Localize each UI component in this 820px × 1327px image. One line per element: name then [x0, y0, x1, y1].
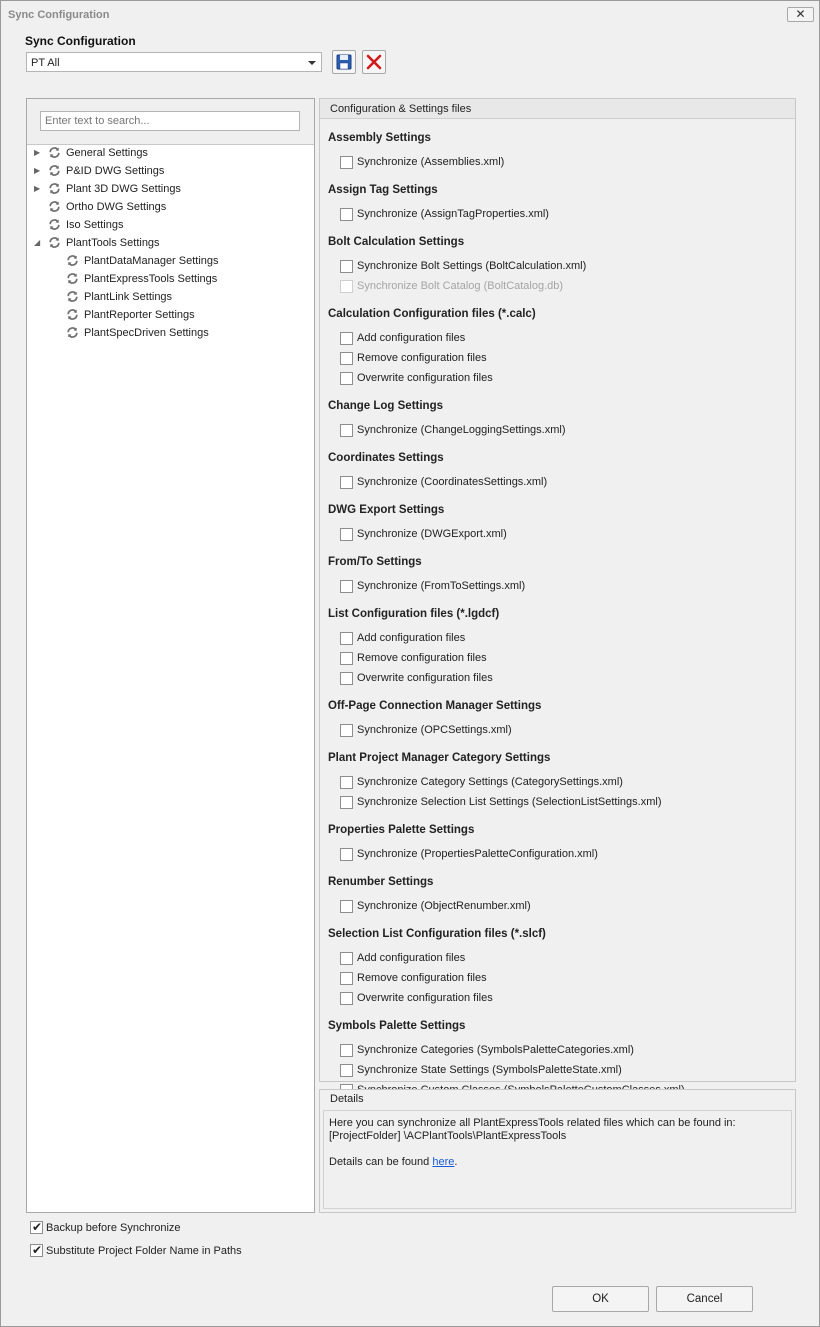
sync-option-checkbox[interactable] [340, 352, 353, 365]
tree-item[interactable] [27, 306, 312, 324]
details-panel [319, 1089, 796, 1213]
sync-option-label: Overwrite configuration files [357, 372, 493, 384]
details-here-link[interactable]: here [432, 1156, 455, 1168]
details-body [323, 1110, 792, 1209]
delete-button[interactable] [362, 50, 386, 74]
sync-icon [48, 236, 61, 249]
sync-option-checkbox[interactable] [340, 672, 353, 685]
sync-option-label: Add configuration files [357, 332, 466, 344]
section-title: Renumber Settings [328, 876, 434, 888]
sync-option-checkbox[interactable] [340, 796, 353, 809]
tree-item[interactable] [27, 234, 312, 252]
sync-option-checkbox[interactable] [340, 900, 353, 913]
close-button[interactable]: ✕ [787, 7, 814, 22]
sync-option-checkbox[interactable] [340, 580, 353, 593]
sync-icon [66, 290, 79, 303]
tree-item[interactable] [27, 252, 312, 270]
sync-option-label: Remove configuration files [357, 972, 487, 984]
sync-option-checkbox[interactable] [340, 632, 353, 645]
sync-option-checkbox[interactable] [340, 972, 353, 985]
save-button[interactable] [332, 50, 356, 74]
section-title: Bolt Calculation Settings [328, 236, 465, 248]
sync-option-label: Synchronize Bolt Settings (BoltCalculation.xml) [357, 260, 587, 272]
ok-button[interactable]: OK [552, 1286, 649, 1312]
section-title: Change Log Settings [328, 400, 443, 412]
tree-item-label: Plant 3D DWG Settings [66, 183, 181, 195]
expand-arrow-icon[interactable]: ▶ [34, 166, 41, 175]
sync-option-checkbox[interactable] [340, 776, 353, 789]
sync-option-label: Overwrite configuration files [357, 672, 493, 684]
sync-icon [48, 200, 61, 213]
tree-item-label: PlantLink Settings [84, 291, 173, 303]
tree-item[interactable] [27, 180, 312, 198]
backup-label: Backup before Synchronize [46, 1222, 181, 1234]
tree-item[interactable] [27, 162, 312, 180]
details-line-3 [329, 1156, 786, 1169]
settings-tree-panel [26, 98, 315, 1213]
section-title: Coordinates Settings [328, 452, 444, 464]
sync-option-checkbox[interactable] [340, 952, 353, 965]
sync-option-label: Synchronize (AssignTagProperties.xml) [357, 208, 549, 220]
expand-arrow-icon[interactable]: ▶ [34, 148, 41, 157]
section-title: Assign Tag Settings [328, 184, 438, 196]
configuration-panel-header: Configuration & Settings files [320, 99, 795, 119]
sync-option-label: Synchronize (ObjectRenumber.xml) [357, 900, 531, 912]
tree-item-label: P&ID DWG Settings [66, 165, 165, 177]
sync-option-checkbox[interactable] [340, 260, 353, 273]
sync-icon [66, 272, 79, 285]
tree-item[interactable] [27, 198, 312, 216]
tree-item-label: PlantExpressTools Settings [84, 273, 218, 285]
details-line-3-suffix: . [454, 1156, 458, 1168]
sync-configuration-value: PT All [31, 57, 60, 69]
section-title: Off-Page Connection Manager Settings [328, 700, 542, 712]
details-header: Details [330, 1093, 364, 1105]
sync-icon [48, 146, 61, 159]
search-area [27, 99, 314, 145]
sync-option-checkbox[interactable] [340, 724, 353, 737]
sync-option-label: Synchronize Bolt Catalog (BoltCatalog.db) [357, 280, 564, 292]
sync-option-label: Synchronize Categories (SymbolsPaletteCategories.xml) [357, 1044, 634, 1056]
tree-item-label: PlantReporter Settings [84, 309, 195, 321]
tree-item[interactable] [27, 324, 312, 342]
sync-option-label: Synchronize State Settings (SymbolsPaletteState.xml) [357, 1064, 622, 1076]
collapse-arrow-icon[interactable]: ◢ [34, 238, 41, 247]
sync-option-checkbox[interactable] [340, 156, 353, 169]
delete-icon [363, 51, 385, 73]
window-title: Sync Configuration [8, 9, 110, 21]
tree-item-label: PlantDataManager Settings [84, 255, 219, 267]
tree-item-label: General Settings [66, 147, 148, 159]
sync-icon [48, 182, 61, 195]
section-title: Assembly Settings [328, 132, 431, 144]
sync-option-label: Synchronize (DWGExport.xml) [357, 528, 507, 540]
tree-item[interactable] [27, 216, 312, 234]
sync-option-checkbox[interactable] [340, 992, 353, 1005]
sync-configuration-select[interactable] [26, 52, 322, 72]
tree-item[interactable] [27, 144, 312, 162]
section-title: Plant Project Manager Category Settings [328, 752, 551, 764]
details-line-3-prefix: Details can be found [329, 1156, 433, 1168]
section-title: Symbols Palette Settings [328, 1020, 466, 1032]
cancel-button[interactable]: Cancel [656, 1286, 753, 1312]
chevron-down-icon[interactable] [308, 61, 316, 65]
details-line-1: Here you can synchronize all PlantExpressTools related files which can be found in: [329, 1117, 736, 1129]
sync-option-checkbox [340, 280, 353, 293]
section-title: Properties Palette Settings [328, 824, 475, 836]
tree-item-label: Iso Settings [66, 219, 124, 231]
check-icon: ✔ [32, 1243, 43, 1257]
sync-icon [48, 218, 61, 231]
tree-item[interactable] [27, 270, 312, 288]
substitute-checkbox[interactable] [30, 1244, 43, 1257]
sync-option-label: Synchronize (Assemblies.xml) [357, 156, 505, 168]
tree-item[interactable] [27, 288, 312, 306]
sync-option-checkbox[interactable] [340, 652, 353, 665]
sync-option-label: Synchronize Category Settings (CategorySettings.xml) [357, 776, 623, 788]
backup-checkbox[interactable] [30, 1221, 43, 1234]
sync-option-label: Overwrite configuration files [357, 992, 493, 1004]
sync-icon [66, 308, 79, 321]
sync-option-checkbox[interactable] [340, 1044, 353, 1057]
sync-option-label: Remove configuration files [357, 652, 487, 664]
section-title: From/To Settings [328, 556, 422, 568]
sync-option-label: Remove configuration files [357, 352, 487, 364]
section-title: List Configuration files (*.lgdcf) [328, 608, 500, 620]
sync-option-label: Synchronize (OPCSettings.xml) [357, 724, 512, 736]
sync-option-checkbox[interactable] [340, 848, 353, 861]
sync-option-checkbox[interactable] [340, 1064, 353, 1077]
sync-option-label: Synchronize Selection List Settings (SelectionListSettings.xml) [357, 796, 662, 808]
sync-option-label: Synchronize (ChangeLoggingSettings.xml) [357, 424, 566, 436]
sync-option-label: Synchronize (FromToSettings.xml) [357, 580, 526, 592]
section-title: Calculation Configuration files (*.calc) [328, 308, 536, 320]
check-icon: ✔ [32, 1220, 43, 1234]
tree-item-label: PlantTools Settings [66, 237, 160, 249]
tree-item-label: PlantSpecDriven Settings [84, 327, 209, 339]
sync-icon [48, 164, 61, 177]
tree-item-label: Ortho DWG Settings [66, 201, 167, 213]
sync-option-label: Add configuration files [357, 952, 466, 964]
search-input[interactable] [40, 111, 300, 131]
sync-option-label: Synchronize (PropertiesPaletteConfiguration.xml) [357, 848, 598, 860]
details-line-2: [ProjectFolder] \ACPlantTools\PlantExpressTools [329, 1130, 567, 1142]
sync-icon [66, 254, 79, 267]
sync-option-checkbox[interactable] [340, 372, 353, 385]
sync-option-checkbox[interactable] [340, 528, 353, 541]
configuration-panel [319, 98, 796, 1082]
section-title: DWG Export Settings [328, 504, 445, 516]
title-bar [1, 1, 819, 29]
section-title: Selection List Configuration files (*.slcf) [328, 928, 546, 940]
sync-option-checkbox[interactable] [340, 424, 353, 437]
sync-option-checkbox[interactable] [340, 208, 353, 221]
sync-option-label: Synchronize (CoordinatesSettings.xml) [357, 476, 548, 488]
sync-option-checkbox[interactable] [340, 332, 353, 345]
sync-icon [66, 326, 79, 339]
expand-arrow-icon[interactable]: ▶ [34, 184, 41, 193]
sync-option-checkbox[interactable] [340, 476, 353, 489]
substitute-label: Substitute Project Folder Name in Paths [46, 1245, 242, 1257]
save-icon [333, 51, 355, 73]
sync-option-label: Add configuration files [357, 632, 466, 644]
sync-configuration-label: Sync Configuration [25, 34, 136, 48]
